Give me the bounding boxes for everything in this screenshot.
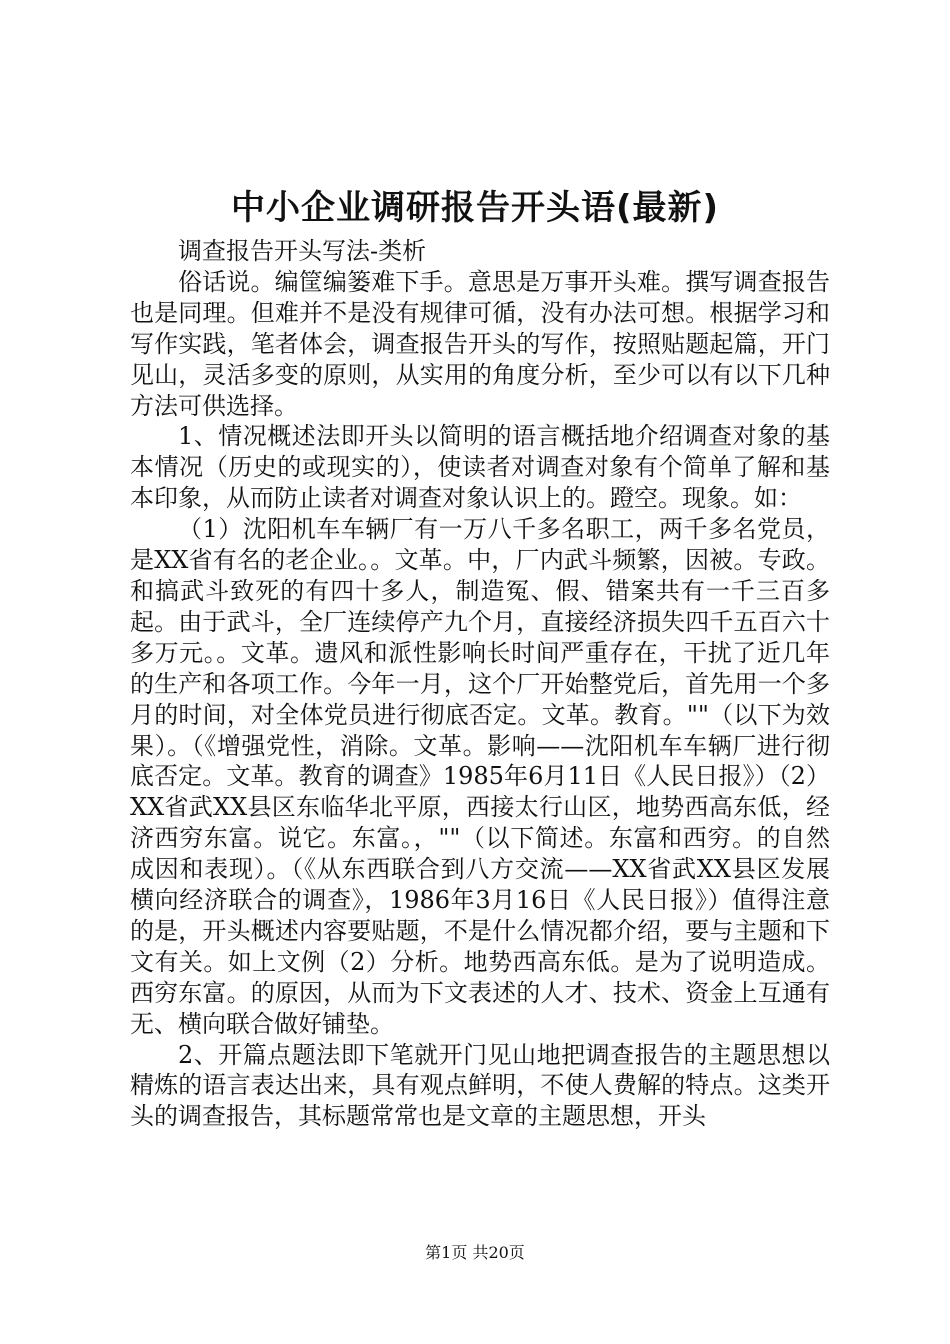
document-title: 中小企业调研报告开头语(最新): [230, 188, 720, 228]
paragraph-method-1: 1、情况概述法即开头以简明的语言概括地介绍调查对象的基本情况（历史的或现实的），使读者对调查对象有个简单了解和基本印象，从而防止读者对调查对象认识上的。蹬空。现象。如：: [130, 422, 830, 513]
document-subtitle: 调查报告开头写法-类析: [178, 237, 427, 265]
page-number-footer: 第1页 共20页: [425, 1243, 525, 1262]
document-body: [130, 236, 830, 1132]
paragraph-method-2: 2、开篇点题法即下笔就开门见山地把调查报告的主题思想以精炼的语言表达出来，具有观点鲜明，不使人费解的特点。这类开头的调查报告，其标题常常也是文章的主题思想，开头: [130, 1040, 830, 1131]
paragraph-examples: （1）沈阳机车车辆厂有一万八千多名职工，两千多名党员，是XX省有名的老企业。。文革。中，厂内武斗频繁，因被。专政。和搞武斗致死的有四十多人，制造冤、假、错案共有一千三百多起。由于武斗，全厂连续停产九个月，直接经济损失四千五百六十多万元。。文革。遗风和派性影响长时间严重存在，干扰了近几年的生产和各项工作。今年一月，这个厂开始整党后，首先用一个多月的时间，对全体党员进行彻底否定。文革。教育。""（以下为效果）。（《增强党性，消除。文革。影响——沈阳机车车辆厂进行彻底否定。文革。教育的调查》1985年6月11日《人民日报》）（2）XX省武XX县区东临华北平原，西接太行山区，地势西高东低，经济西穷东富。说它。东富。，""（以下简述。东富和西穷。的自然成因和表现）。（《从东西联合到八方交流——XX省武XX县区发展横向经济联合的调查》，1986年3月16日《人民日报》）值得注意的是，开头概述内容要贴题，不是什么情况都介绍，要与主题和下文有关。如上文例（2）分析。地势西高东低。是为了说明造成。西穷东富。的原因，从而为下文表述的人才、技术、资金上互通有无、横向联合做好铺垫。: [130, 515, 830, 1038]
paragraph-intro: 俗话说。编筐编篓难下手。意思是万事开头难。撰写调查报告也是同理。但难并不是没有规律可循，没有办法可想。根据学习和写作实践，笔者体会，调查报告开头的写作，按照贴题起篇，开门见山，灵活多变的原则，从实用的角度分析，至少可以有以下几种方法可供选择。: [130, 267, 830, 420]
